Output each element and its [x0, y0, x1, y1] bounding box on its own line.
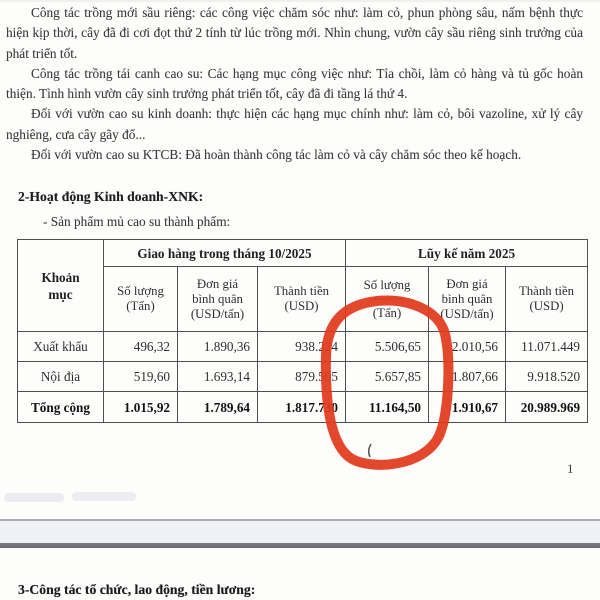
faint-text-smudge: [4, 493, 64, 502]
subheader-soluong-luyke: Số lượng (Tấn): [346, 267, 429, 332]
paragraph-cao-su-kinh-doanh: Đối với vườn cao su kinh doanh: thực hiện các hạng mục chính như: làm cỏ, bôi vazoline, xử lý cây nghiêng, cưa cây gãy đổ...: [6, 106, 583, 142]
body-paragraphs: [6, 3, 583, 188]
faint-text-smudge: [72, 492, 136, 501]
paragraph-trong-moi-sau-rieng: Công tác trồng mới sầu riêng: các công việc chăm sóc như: làm cỏ, phun phòng sâu, nấm bệnh thực hiện kịp thời, cây đã đi cơi đọt thứ 2 tính từ lúc trồng mới. Nhìn chung, vườn cây sầu riêng sinh trưởng của phát triển tốt.: [6, 5, 583, 61]
photo-top-edge: [0, 0, 600, 2]
table-row-tong-cong: Tổng cộng 1.015,92 1.789,64 1.817.730 11.164,50 1.910,67 20.989.969: [18, 392, 588, 423]
table-row-noi-dia: Nội địa 519,60 1.693,14 879.505 5.657,85 1.807,66 9.918.520: [18, 362, 588, 392]
page-break-shadow: [0, 543, 600, 548]
subheader-soluong-thang: Số lượng (Tấn): [104, 267, 178, 332]
section-2-bullet: - Sản phẩm mủ cao su thành phẩm:: [43, 214, 231, 229]
page-number: 1: [567, 461, 574, 476]
stray-pen-mark: [369, 444, 371, 457]
table-corner-header: [18, 240, 104, 332]
corner-header-label: Khoản mục: [41, 269, 80, 302]
rubber-sales-table: [17, 239, 588, 423]
group-header-giao-hang: Giao hàng trong tháng 10/2025: [104, 240, 346, 267]
subheader-thanhtien-luyke: Thành tiền (USD): [506, 267, 588, 332]
table-row-xuat-khau: Xuất khẩu 496,32 1.890,36 938.224 5.506,65 2.010,56 11.071.449: [18, 332, 588, 362]
group-header-luy-ke: Lũy kế năm 2025: [346, 240, 588, 267]
section-3-heading: 3-Công tác tổ chức, lao động, tiền lương:: [18, 582, 256, 597]
struck-out-note: [350, 293, 424, 306]
section-2-heading: 2-Hoạt động Kinh doanh-XNK:: [18, 189, 204, 204]
paragraph-trong-tai-canh-cao-su: Công tác trồng tái canh cao su: Các hạng mục công việc như: Tỉa chồi, làm cỏ hàng và tủ gốc hoàn thiện. Tình hình vườn cây sinh trưởng phát triển tốt, cây đã đi tầng lá thứ 4.: [6, 65, 583, 102]
subheader-thanhtien-thang: Thành tiền (USD): [258, 267, 346, 332]
page-break-gap: [0, 521, 600, 543]
paragraph-cao-su-ktcb: Đối với vườn cao su KTCB: Đã hoàn thành công tác làm cỏ và cây chăm sóc theo kế hoạch.: [31, 147, 522, 163]
subheader-dongia-thang: Đơn giá bình quân (USD/tấn): [178, 267, 258, 332]
subheader-dongia-luyke: Đơn giá bình quân (USD/tấn): [429, 267, 506, 332]
